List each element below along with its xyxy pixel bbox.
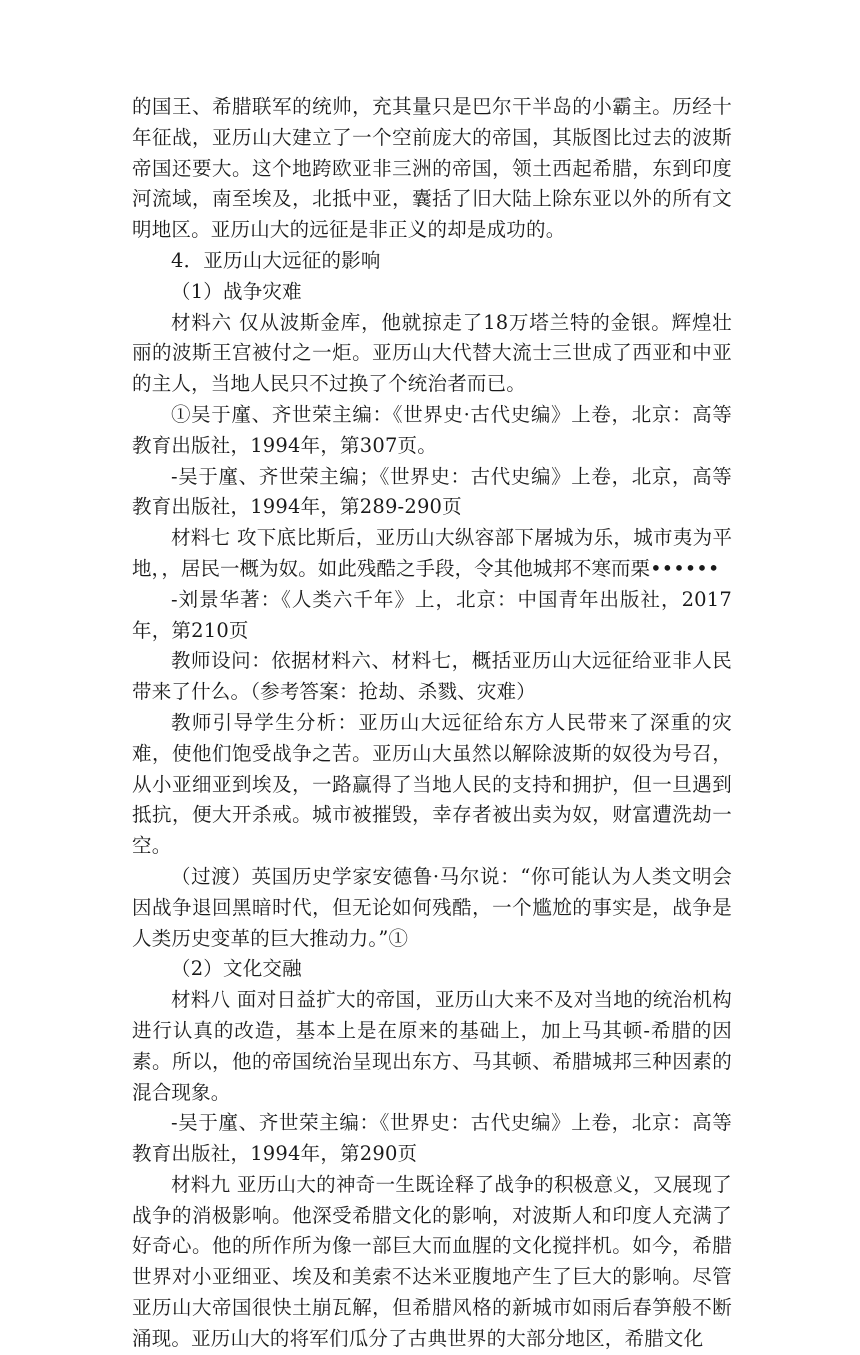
- subsection-heading-war-disaster: （1）战争灾难: [171, 279, 302, 303]
- transition-quote: （过渡）英国历史学家安德鲁·马尔说：“你可能认为人类文明会因战争退回黑暗时代，但无论如何残酷，一个尴尬的事实是，战争是人类历史变革的巨大推动力。”①: [132, 864, 732, 950]
- document-page: [132, 92, 732, 1355]
- material-8: 材料八 面对日益扩大的帝国，亚历山大来不及对当地的统治机构进行认真的改造，基本上是在原来的基础上，加上马其顿-希腊的因素。所以，他的帝国统治呈现出东方、马其顿、希腊城邦三种因素的混合现象。: [132, 988, 732, 1104]
- citation-material-7: -刘景华著：《人类六千年》上，北京：中国青年出版社，2017年，第210页: [132, 587, 732, 642]
- citation-material-8: -吴于廑、齐世荣主编：《世界史：古代史编》上卷，北京：高等教育出版社，1994年，第290页: [132, 1111, 732, 1166]
- material-9: 材料九 亚历山大的神奇一生既诠释了战争的积极意义，又展现了战争的消极影响。他深受希腊文化的影响，对波斯人和印度人充满了好奇心。他的所作所为像一部巨大而血腥的文化搅拌机。如今，希腊世界对小亚细亚、埃及和美索不达米亚腹地产生了巨大的影响。尽管亚历山大帝国很快土崩瓦解，但希腊风格的新城市如雨后春笋般不断涌现。亚历山大的将军们瓜分了古典世界的大部分地区，希腊文化: [132, 1172, 732, 1350]
- section-heading-impact: 4．亚历山大远征的影响: [171, 248, 381, 272]
- citation-material-6: -吴于廑、齐世荣主编；《世界史：古代史编》上卷，北京，高等教育出版社，1994年，第289-290页: [132, 464, 732, 519]
- teacher-question: 教师设问：依据材料六、材料七，概括亚历山大远征给亚非人民带来了什么。（参考答案：抢劫、杀戮、灾难）: [132, 649, 732, 704]
- teacher-analysis: 教师引导学生分析：亚历山大远征给东方人民带来了深重的灾难，使他们饱受战争之苦。亚历山大虽然以解除波斯的奴役为号召，从小亚细亚到埃及，一路赢得了当地人民的支持和拥护，但一旦遇到抵抗，便大开杀戒。城市被摧毁，幸存者被出卖为奴，财富遭洗劫一空。: [132, 710, 732, 858]
- material-6: 材料六 仅从波斯金库，他就掠走了18万塔兰特的金银。辉煌壮丽的波斯王宫被付之一炬。亚历山大代替大流士三世成了西亚和中亚的主人，当地人民只不过换了个统治者而已。: [132, 310, 732, 396]
- material-7: 材料七 攻下底比斯后，亚历山大纵容部下屠城为乐，城市夷为平地，，居民一概为奴。如此残酷之手段，令其他城邦不寒而栗••••••: [132, 526, 732, 580]
- paragraph-intro: 的国王、希腊联军的统帅，充其量只是巴尔干半岛的小霸主。历经十年征战，亚历山大建立了一个空前庞大的帝国，其版图比过去的波斯帝国还要大。这个地跨欧亚非三洲的帝国，领土西起希腊，东到印度河流域，南至埃及，北抵中亚，囊括了旧大陆上除东亚以外的所有文明地区。亚历山大的远征是非正义的却是成功的。: [132, 95, 732, 242]
- footnote-citation: ①吴于廑、齐世荣主编：《世界史·古代史编》上卷，北京：高等教育出版社，1994年，第307页。: [132, 402, 732, 457]
- subsection-heading-cultural-fusion: （2）文化交融: [171, 957, 302, 981]
